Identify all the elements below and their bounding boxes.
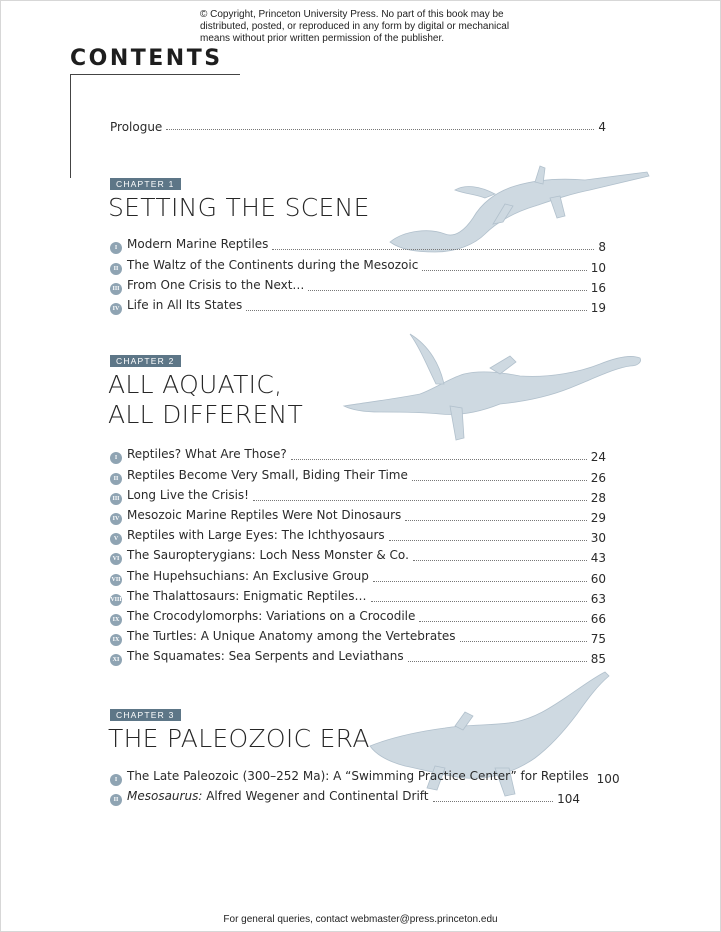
title-side-rule [70, 74, 71, 178]
toc-entry-prologue[interactable] [110, 116, 606, 134]
leader-dots [371, 601, 587, 602]
roman-numeral-badge: I [110, 774, 122, 786]
toc-entry-title: The Crocodylomorphs: Variations on a Crocodile [127, 609, 416, 623]
leader-dots [460, 641, 587, 642]
roman-numeral-badge: II [110, 263, 122, 275]
toc-entry-page: 85 [590, 652, 606, 666]
chapter-2-tag: CHAPTER 2 [110, 355, 181, 367]
toc-entry-page: 75 [590, 632, 606, 646]
toc-entry-page: 8 [598, 240, 606, 254]
toc-entry-page: 60 [590, 572, 606, 586]
toc-entry-title: Mesozoic Marine Reptiles Were Not Dinosaurs [127, 508, 402, 522]
toc-entry-title: The Thalattosaurs: Enigmatic Reptiles… [127, 589, 367, 603]
toc-entry-page: 28 [590, 491, 606, 505]
page-title: CONTENTS [70, 46, 223, 71]
toc-entry-title: Long Live the Crisis! [127, 488, 249, 502]
leader-dots [272, 249, 594, 250]
toc-entry[interactable] [110, 297, 606, 315]
roman-numeral-badge: VII [110, 574, 122, 586]
leader-dots [408, 661, 587, 662]
chapter-title-line: ALL AQUATIC, [108, 370, 283, 399]
leader-dots [166, 129, 594, 130]
toc-entry-title: Reptiles? What Are Those? [127, 447, 287, 461]
toc-entry[interactable] [110, 236, 606, 254]
toc-entry-page: 24 [590, 450, 606, 464]
leader-dots [433, 801, 554, 802]
chapter-title-line: THE PALEOZOIC ERA [108, 724, 370, 753]
toc-entry-title-italic: Mesosaurus: [127, 789, 203, 803]
toc-entry-page: 10 [590, 261, 606, 275]
toc-entry[interactable] [110, 446, 606, 464]
toc-entry[interactable] [110, 788, 580, 806]
toc-entry-title: The Late Paleozoic (300–252 Ma): A “Swimming Practice Center” for Reptiles [127, 769, 589, 783]
toc-entry-title: Reptiles with Large Eyes: The Ichthyosaurs [127, 528, 385, 542]
toc-entry-page: 63 [590, 592, 606, 606]
toc-entry[interactable] [110, 608, 606, 626]
chapter-2-title[interactable] [108, 370, 303, 430]
roman-numeral-badge: V [110, 533, 122, 545]
toc-entry-title: The Squamates: Sea Serpents and Leviathans [127, 649, 404, 663]
footer-contact: For general queries, contact webmaster@press.princeton.edu [223, 914, 498, 925]
roman-numeral-badge: XI [110, 654, 122, 666]
roman-numeral-badge: IV [110, 303, 122, 315]
toc-entry-title: The Waltz of the Continents during the Mesozoic [127, 258, 419, 272]
toc-entry-page: 16 [590, 281, 606, 295]
leader-dots [419, 621, 586, 622]
toc-entry-title: Prologue [110, 120, 163, 134]
toc-entry[interactable] [110, 648, 606, 666]
copyright-notice: © Copyright, Princeton University Press. No part of this book may be distributed, posted, or reproduced in any form by digital or mechanical means without prior written permission of the publisher. [200, 9, 510, 44]
leader-dots [405, 520, 586, 521]
plesiosaur-illustration [340, 328, 650, 453]
toc-entry[interactable] [110, 547, 606, 565]
toc-entry[interactable] [110, 568, 606, 586]
toc-entry-title: The Hupehsuchians: An Exclusive Group [127, 569, 369, 583]
toc-entry[interactable] [110, 768, 620, 786]
toc-entry[interactable] [110, 588, 606, 606]
leader-dots [412, 480, 587, 481]
toc-entry-title: The Turtles: A Unique Anatomy among the Vertebrates [127, 629, 456, 643]
toc-entry-page: 100 [596, 772, 620, 786]
leader-dots [246, 310, 587, 311]
toc-entry-title: The Sauropterygians: Loch Ness Monster & Co. [127, 548, 409, 562]
roman-numeral-badge: I [110, 452, 122, 464]
toc-entry-page: 104 [557, 792, 580, 806]
toc-entry-page: 66 [590, 612, 606, 626]
toc-entry-title: From One Crisis to the Next… [127, 278, 305, 292]
toc-entry-title: Reptiles Become Very Small, Biding Their Time [127, 468, 408, 482]
toc-entry-page: 30 [590, 531, 606, 545]
toc-entry-page: 29 [590, 511, 606, 525]
toc-entry-title: Life in All Its States [127, 298, 243, 312]
roman-numeral-badge: III [110, 283, 122, 295]
roman-numeral-badge: III [110, 493, 122, 505]
title-underline [70, 74, 240, 75]
roman-numeral-badge: VIII [110, 594, 122, 606]
toc-entry-page: 4 [598, 120, 606, 134]
toc-entry-title: Modern Marine Reptiles [127, 237, 269, 251]
toc-entry-title: Alfred Wegener and Continental Drift [202, 789, 429, 803]
leader-dots [413, 560, 587, 561]
toc-entry-page: 43 [590, 551, 606, 565]
chapter-3-title[interactable] [108, 724, 370, 754]
chapter-1-title[interactable] [108, 193, 370, 223]
toc-entry[interactable] [110, 628, 606, 646]
chapter-3-tag: CHAPTER 3 [110, 709, 181, 721]
toc-entry[interactable] [110, 487, 606, 505]
roman-numeral-badge: IX [110, 634, 122, 646]
roman-numeral-badge: VI [110, 553, 122, 565]
roman-numeral-badge: II [110, 794, 122, 806]
chapter-title-line: ALL DIFFERENT [108, 400, 304, 429]
roman-numeral-badge: IV [110, 513, 122, 525]
leader-dots [373, 581, 587, 582]
toc-entry-page: 26 [590, 471, 606, 485]
roman-numeral-badge: II [110, 473, 122, 485]
leader-dots [291, 459, 587, 460]
leader-dots [422, 270, 586, 271]
leader-dots [308, 290, 586, 291]
roman-numeral-badge: I [110, 242, 122, 254]
leader-dots [389, 540, 587, 541]
chapter-1-tag: CHAPTER 1 [110, 178, 181, 190]
toc-entry[interactable] [110, 467, 606, 485]
chapter-title-line: SETTING THE SCENE [108, 193, 370, 222]
roman-numeral-badge: IX [110, 614, 122, 626]
leader-dots [253, 500, 587, 501]
toc-entry[interactable] [110, 277, 606, 295]
toc-entry-page: 19 [590, 301, 606, 315]
toc-entry[interactable] [110, 527, 606, 545]
toc-entry[interactable] [110, 257, 606, 275]
toc-entry[interactable] [110, 507, 606, 525]
